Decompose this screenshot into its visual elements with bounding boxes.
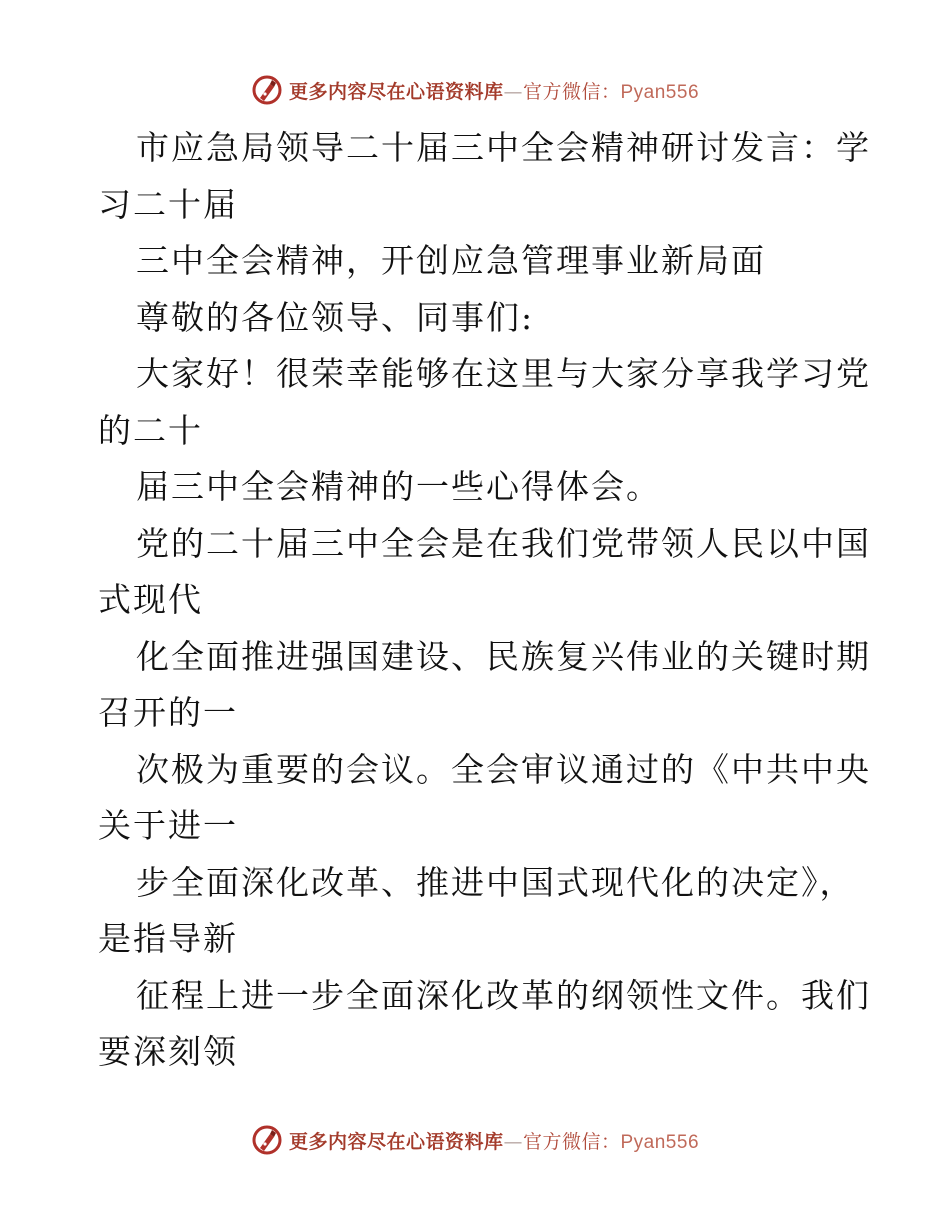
text-line: 化全面推进强国建设、民族复兴伟业的关键时期 bbox=[136, 636, 871, 676]
text-line: 的二十 bbox=[98, 410, 203, 450]
text-line: 尊敬的各位领导、同事们: bbox=[136, 297, 535, 337]
header-watermark bbox=[0, 73, 950, 107]
text-line: 步全面深化改革、推进中国式现代化的决定》， bbox=[136, 862, 855, 902]
text-line: 市应急局领导二十届三中全会精神研讨发言：学 bbox=[136, 128, 871, 167]
text-line: 大家好！很荣幸能够在这里与大家分享我学习党 bbox=[136, 354, 871, 393]
document-body bbox=[98, 120, 871, 1081]
text-line: 三中全会精神，开创应急管理事业新局面 bbox=[136, 241, 766, 280]
watermark-dash: — bbox=[503, 80, 523, 103]
watermark-subtitle: 官方微信： bbox=[522, 80, 621, 103]
text-line: 征程上进一步全面深化改革的纲领性文件。我们 bbox=[136, 975, 871, 1015]
text-line: 党的二十届三中全会是在我们党带领人民以中国 bbox=[136, 523, 871, 563]
text-line: 是指导新 bbox=[98, 919, 238, 958]
text-line: 关于进一 bbox=[98, 806, 238, 845]
watermark-brand: 更多内容尽在心语资料库 bbox=[288, 80, 504, 103]
pen-logo-icon bbox=[251, 1124, 283, 1156]
watermark-wechat-id: Pyan556 bbox=[620, 81, 700, 103]
watermark-subtitle: 官方微信： bbox=[522, 1130, 621, 1153]
watermark-dash: — bbox=[503, 1130, 523, 1153]
footer-watermark bbox=[0, 1123, 950, 1157]
text-line: 习二十届 bbox=[98, 184, 238, 224]
text-line: 届三中全会精神的一些心得体会。 bbox=[136, 467, 661, 506]
text-line: 式现代 bbox=[98, 580, 203, 619]
text-line: 要深刻领 bbox=[98, 1032, 238, 1071]
watermark-brand: 更多内容尽在心语资料库 bbox=[288, 1130, 504, 1153]
text-line: 召开的一 bbox=[98, 693, 238, 732]
text-line: 次极为重要的会议。全会审议通过的《中共中央 bbox=[136, 749, 871, 789]
watermark-wechat-id: Pyan556 bbox=[620, 1131, 700, 1153]
pen-logo-icon bbox=[251, 74, 283, 106]
